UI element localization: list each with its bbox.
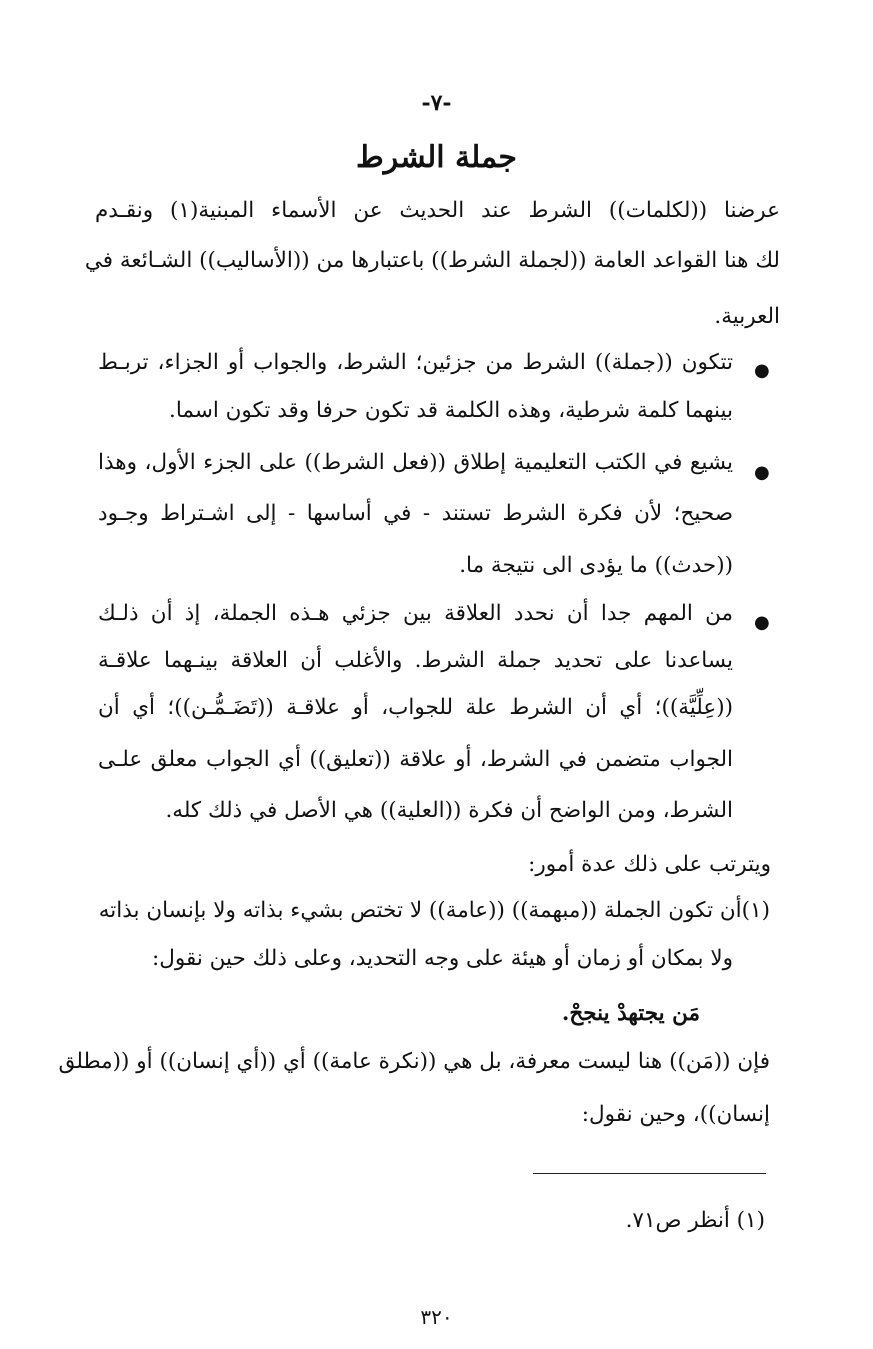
example-sentence: مَن يجتهدْ ينجحْ.	[561, 1001, 700, 1026]
bullet-3-line-2: يساعدنا على تحديد جملة الشرط. والأغلب أن العلاقة بينـهما علاقـة	[98, 648, 733, 673]
intro-line-1: عرضنا ((لكلمات)) الشرط عند الحديث عن الأسماء المبنية(١) ونقـدم	[95, 198, 780, 223]
page-title: جملة الشرط	[356, 140, 517, 175]
bullet-2-line-3: ((حدث)) ما يؤدى الى نتيجة ما.	[459, 553, 733, 578]
bullet-marker: ●	[754, 612, 770, 633]
after-example-line-1: فإن ((مَن)) هنا ليست معرفة، بل هي ((نكرة عامة)) أي ((أي إنسان)) أو ((مطلق	[58, 1049, 770, 1074]
consequence-intro: ويترتب على ذلك عدة أمور:	[528, 852, 771, 877]
bullet-2-line-2: صحيح؛ لأن فكرة الشرط تستند - في أساسها - إلى اشـتراط وجـود	[98, 501, 733, 526]
bullet-2-line-1: يشيع في الكتب التعليمية إطلاق ((فعل الشرط)) على الجزء الأول، وهذا	[98, 450, 733, 475]
bullet-3-line-4: الجواب متضمن في الشرط، أو علاقة ((تعليق)) أي الجواب معلق علـى	[98, 747, 733, 772]
bullet-3-line-1: من المهم جدا أن نحدد العلاقة بين جزئي هـذه الجملة، إذ أن ذلـك	[98, 601, 733, 626]
bullet-marker: ●	[754, 462, 770, 483]
footnote: (١) أنظر ص٧١.	[625, 1208, 765, 1233]
bullet-3-line-3: ((عِلِّيَّة))؛ أي أن الشرط علة للجواب، أو علاقـة ((تَضَـمُّـن))؛ أي أن	[98, 695, 733, 720]
point-1-line-2: ولا بمكان أو زمان أو هيئة على وجه التحديد، وعلى ذلك حين نقول:	[152, 946, 733, 971]
intro-line-2: لك هنا القواعد العامة ((لجملة الشرط)) باعتبارها من ((الأساليب)) الشـائعة في	[84, 248, 780, 273]
page-number-top: -٧-	[421, 90, 452, 116]
footnote-separator	[533, 1173, 766, 1174]
after-example-line-2: إنسان))، وحين نقول:	[581, 1102, 770, 1127]
bullet-marker: ●	[754, 360, 770, 381]
bullet-3-line-5: الشرط، ومن الواضح أن فكرة ((العلية)) هي الأصل في ذلك كله.	[165, 798, 733, 823]
bullet-1-line-2: بينهما كلمة شرطية، وهذه الكلمة قد تكون حرفا وقد تكون اسما.	[169, 398, 733, 423]
folio-page-number: ٣٢٠	[420, 1305, 453, 1329]
point-1-line-1: (١)أن تكون الجملة ((مبهمة)) ((عامة)) لا تختص بشيء بذاته ولا بإنسان بذاته	[98, 898, 770, 923]
intro-line-3: العربية.	[714, 304, 780, 329]
bullet-1-line-1: تتكون ((جملة)) الشرط من جزئين؛ الشرط، والجواب أو الجزاء، تربـط	[98, 350, 733, 375]
